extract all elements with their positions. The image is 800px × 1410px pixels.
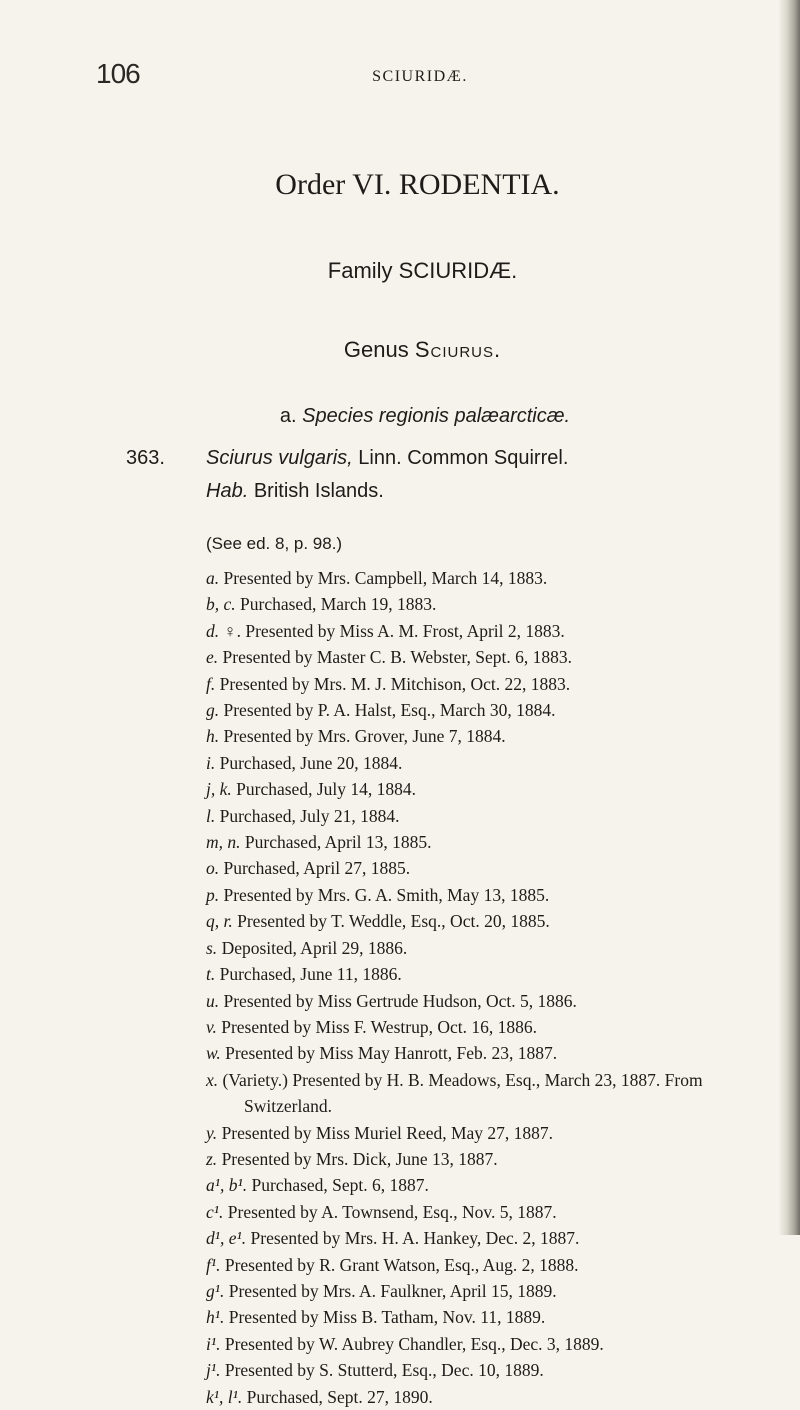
subsection-title: Species regionis palæarcticæ. bbox=[302, 405, 571, 427]
specimen-entry bbox=[206, 988, 786, 1014]
specimen-text: Presented by T. Weddle, Esq., Oct. 20, 1885. bbox=[232, 911, 550, 932]
specimen-text: Presented by Mrs. M. J. Mitchison, Oct. 22, 1883. bbox=[215, 673, 571, 694]
specimen-label: f. bbox=[206, 673, 216, 694]
specimen-label: v. bbox=[206, 1016, 217, 1037]
specimen-entry bbox=[206, 671, 786, 697]
specimen-text: Presented by Master C. B. Webster, Sept. 6, 1883. bbox=[218, 647, 573, 668]
specimen-label: l. bbox=[206, 805, 216, 826]
specimen-text: Presented by Mrs. H. A. Hankey, Dec. 2, 1887. bbox=[246, 1228, 580, 1249]
specimen-text: Presented by Mrs. G. A. Smith, May 13, 1885. bbox=[219, 884, 550, 905]
specimen-text: ♀. Presented by Miss A. M. Frost, April 2, 1883. bbox=[219, 620, 565, 641]
specimen-entry bbox=[206, 618, 786, 644]
subsection-letter: a. bbox=[279, 405, 297, 427]
specimen-text: Purchased, March 19, 1883. bbox=[235, 594, 437, 615]
specimen-label: t. bbox=[206, 964, 216, 985]
specimen-label: b, c. bbox=[206, 594, 236, 615]
specimen-text: Presented by Miss Gertrude Hudson, Oct. 5, 1886. bbox=[219, 990, 577, 1011]
specimen-text: Purchased, April 27, 1885. bbox=[219, 858, 411, 879]
specimen-label: f¹. bbox=[206, 1254, 221, 1275]
specimen-text: Presented by Mrs. Campbell, March 14, 1883. bbox=[219, 568, 548, 588]
genus-name: Sciurus. bbox=[414, 337, 502, 362]
specimen-entry bbox=[206, 776, 786, 802]
specimen-label: w. bbox=[206, 1043, 221, 1064]
reference-note: (See ed. 8, p. 98.) bbox=[206, 534, 343, 553]
specimen-entry bbox=[206, 697, 786, 723]
specimen-text: (Variety.) Presented by H. B. Meadows, Esq., March 23, 1887. From Switzerland. bbox=[218, 1069, 703, 1117]
subsection-heading bbox=[0, 405, 800, 428]
specimen-entry bbox=[206, 1067, 786, 1120]
specimen-label: a¹, b¹. bbox=[206, 1175, 248, 1196]
specimen-text: Presented by S. Stutterd, Esq., Dec. 10, 1889. bbox=[220, 1360, 544, 1381]
specimen-label: x. bbox=[206, 1069, 219, 1090]
specimen-list bbox=[206, 565, 786, 1410]
specimen-text: Presented by A. Townsend, Esq., Nov. 5, 1887. bbox=[223, 1201, 557, 1222]
species-number: 363. bbox=[126, 447, 165, 469]
specimen-label: u. bbox=[206, 990, 220, 1011]
specimen-entry bbox=[206, 803, 786, 829]
specimen-label: o. bbox=[206, 858, 220, 879]
habitat-label: Hab. bbox=[206, 480, 249, 502]
specimen-entry bbox=[206, 908, 786, 934]
specimen-entry bbox=[206, 829, 786, 855]
specimen-text: Purchased, June 20, 1884. bbox=[215, 752, 403, 773]
specimen-label: i¹. bbox=[206, 1333, 221, 1354]
specimen-text: Purchased, Sept. 27, 1890. bbox=[242, 1386, 433, 1407]
habitat-text: British Islands. bbox=[253, 480, 384, 502]
specimen-label: j, k. bbox=[206, 779, 232, 800]
specimen-entry bbox=[206, 1357, 786, 1383]
specimen-entry bbox=[206, 1304, 786, 1330]
specimen-label: m, n. bbox=[206, 832, 241, 853]
specimen-entry bbox=[206, 644, 786, 670]
specimen-entry bbox=[206, 1331, 786, 1357]
specimen-text: Presented by W. Aubrey Chandler, Esq., Dec. 3, 1889. bbox=[220, 1333, 604, 1354]
species-name: Sciurus vulgaris, bbox=[206, 447, 353, 469]
specimen-text: Presented by Mrs. Dick, June 13, 1887. bbox=[217, 1148, 498, 1169]
specimen-label: g¹. bbox=[206, 1280, 225, 1301]
specimen-entry bbox=[206, 565, 786, 591]
genus-prefix: Genus bbox=[343, 337, 409, 362]
specimen-entry bbox=[206, 1146, 786, 1172]
specimen-label: p. bbox=[206, 884, 220, 905]
specimen-entry bbox=[206, 1384, 786, 1410]
specimen-entry bbox=[206, 1199, 786, 1225]
specimen-entry bbox=[206, 1014, 786, 1040]
specimen-label: d. bbox=[206, 620, 220, 641]
specimen-text: Purchased, Sept. 6, 1887. bbox=[247, 1175, 429, 1196]
specimen-text: Presented by Mrs. A. Faulkner, April 15, 1889. bbox=[224, 1280, 557, 1301]
specimen-entry bbox=[206, 855, 786, 881]
specimen-text: Deposited, April 29, 1886. bbox=[217, 937, 408, 958]
family-heading: Family SCIURIDÆ. bbox=[327, 258, 518, 283]
specimen-text: Presented by P. A. Halst, Esq., March 30, 1884. bbox=[219, 700, 556, 721]
specimen-entry bbox=[206, 935, 786, 961]
specimen-text: Purchased, July 21, 1884. bbox=[215, 805, 400, 826]
habitat-line bbox=[206, 480, 384, 503]
species-authority-common: Linn. Common Squirrel. bbox=[358, 447, 569, 469]
specimen-entry bbox=[206, 723, 786, 749]
specimen-label: k¹, l¹. bbox=[206, 1386, 243, 1407]
specimen-entry bbox=[206, 1252, 786, 1278]
genus-heading bbox=[0, 337, 800, 363]
specimen-text: Purchased, April 13, 1885. bbox=[240, 832, 432, 853]
specimen-label: z. bbox=[206, 1148, 218, 1169]
specimen-label: h¹. bbox=[206, 1307, 225, 1328]
specimen-label: j¹. bbox=[206, 1360, 221, 1381]
specimen-label: h. bbox=[206, 726, 220, 747]
specimen-text: Presented by R. Grant Watson, Esq., Aug. 2, 1888. bbox=[220, 1254, 579, 1275]
specimen-label: q, r. bbox=[206, 911, 233, 932]
specimen-label: g. bbox=[206, 700, 220, 721]
specimen-label: c¹. bbox=[206, 1201, 224, 1222]
specimen-entry bbox=[206, 750, 786, 776]
specimen-text: Presented by Miss B. Tatham, Nov. 11, 1889. bbox=[224, 1307, 546, 1328]
specimen-label: i. bbox=[206, 752, 216, 773]
specimen-entry bbox=[206, 882, 786, 908]
specimen-entry bbox=[206, 1225, 786, 1251]
specimen-text: Presented by Miss F. Westrup, Oct. 16, 1886. bbox=[216, 1016, 537, 1037]
specimen-text: Purchased, July 14, 1884. bbox=[231, 779, 416, 800]
specimen-entry bbox=[206, 591, 786, 617]
specimen-text: Presented by Miss Muriel Reed, May 27, 1887. bbox=[217, 1122, 554, 1143]
order-heading: Order VI. RODENTIA. bbox=[275, 168, 560, 201]
specimen-label: a. bbox=[206, 568, 220, 588]
species-title bbox=[206, 447, 568, 470]
specimen-entry bbox=[206, 961, 786, 987]
specimen-entry bbox=[206, 1172, 786, 1198]
running-head: SCIURIDÆ. bbox=[372, 68, 468, 85]
specimen-entry bbox=[206, 1278, 786, 1304]
specimen-label: s. bbox=[206, 937, 218, 958]
specimen-label: y. bbox=[206, 1122, 218, 1143]
specimen-text: Presented by Mrs. Grover, June 7, 1884. bbox=[219, 726, 506, 747]
specimen-text: Purchased, June 11, 1886. bbox=[215, 964, 402, 985]
specimen-entry bbox=[206, 1120, 786, 1146]
specimen-text: Presented by Miss May Hanrott, Feb. 23, 1887. bbox=[220, 1043, 558, 1064]
specimen-label: d¹, e¹. bbox=[206, 1228, 247, 1249]
specimen-entry bbox=[206, 1040, 786, 1066]
specimen-label: e. bbox=[206, 647, 219, 668]
page-number: 106 bbox=[96, 58, 140, 89]
